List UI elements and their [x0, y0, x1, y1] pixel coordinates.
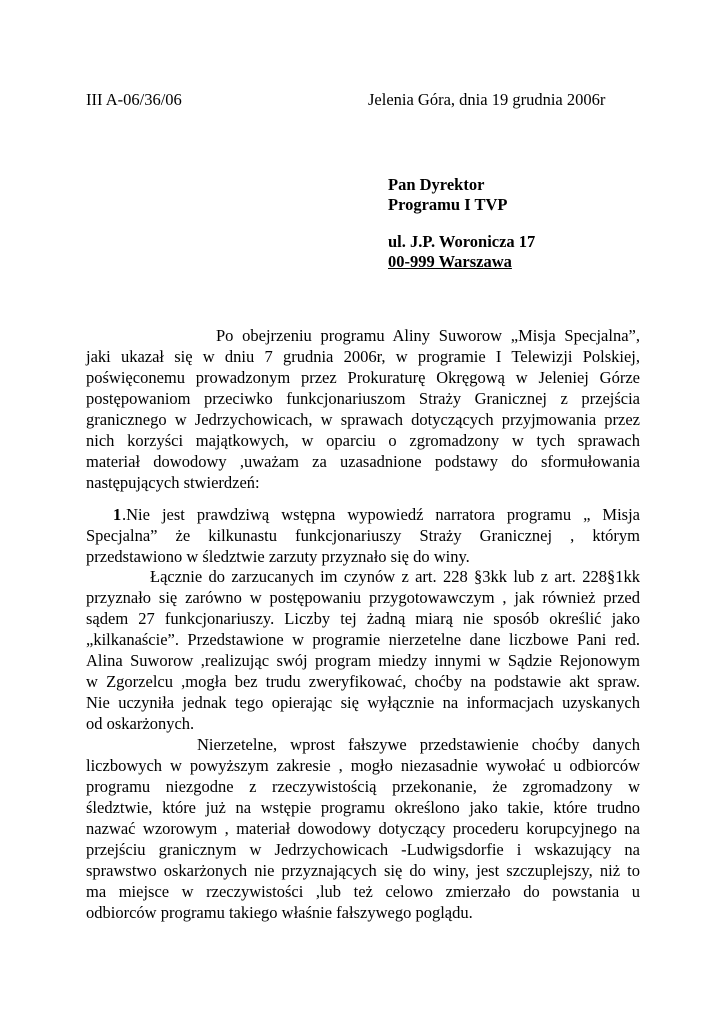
- text-line: przyznało się zarówno w postępowaniu przygotowawczym , jak również przed: [86, 588, 640, 607]
- reference-number: III A-06/36/06: [86, 90, 182, 109]
- text-line: postępowaniom przeciwko funkcjonariuszom Straży Granicznej z przejścia: [86, 389, 640, 408]
- text-line: Specjalna” że kilkunastu funkcjonariuszy Straży Granicznej , którym: [86, 526, 640, 545]
- text-line: materiał dowodowy ,uważam za uzasadnione podstawy do sformułowania: [86, 452, 640, 471]
- text-line: odbiorców programu takiego właśnie fałszywego poglądu.: [86, 903, 473, 922]
- text-line: nazwać wzorowym , materiał dowodowy dotyczący procederu korupcyjnego na: [86, 819, 640, 838]
- recipient-city: 00-999 Warszawa: [388, 252, 512, 271]
- text-line: jaki ukazał się w dniu 7 grudnia 2006r, w programie I Telewizji Polskiej,: [86, 347, 640, 366]
- text-line: nich korzyści majątkowych, w oparciu o zgromadzony w tych sprawach: [86, 431, 640, 450]
- place-and-date: Jelenia Góra, dnia 19 grudnia 2006r: [368, 90, 606, 109]
- text-line: od oskarżonych.: [86, 714, 195, 733]
- text-line: Nierzetelne, wprost fałszywe przedstawienie choćby danych: [197, 735, 640, 754]
- recipient-title: Pan Dyrektor: [388, 175, 485, 194]
- text-line: śledztwie, które już na wstępie programu określono jako takie, które trudno: [86, 798, 640, 817]
- text-line: sądem 27 funkcjonariuszy. Liczby tej żadną miarą nie sposób określić jako: [86, 609, 640, 628]
- text-line: programu niezgodne z rzeczywistością przekonanie, że zgromadzony w: [86, 777, 640, 796]
- text-line: Po obejrzeniu programu Aliny Suworow „Misja Specjalna”,: [216, 326, 640, 345]
- text-line: .Nie jest prawdziwą wstępna wypowiedź narratora programu „ Misja: [122, 505, 640, 524]
- text-line: poświęconemu prowadzonym przez Prokuraturę Okręgową w Jeleniej Górze: [86, 368, 640, 387]
- list-number: 1: [113, 505, 122, 524]
- text-line: w Zgorzelcu ,mogła bez trudu zweryfikować, choćby na podstawie akt spraw.: [86, 672, 640, 691]
- text-line: następujących stwierdzeń:: [86, 473, 260, 492]
- recipient-street: ul. J.P. Woronicza 17: [388, 232, 536, 251]
- text-line: sprawstwo oskarżonych nie przyznających się do winy, jest szczuplejszy, niż to: [86, 861, 640, 880]
- text-line: przedstawiono w śledztwie zarzuty przyznało się do winy.: [86, 547, 470, 566]
- text-line: Łącznie do zarzucanych im czynów z art. 228 §3kk lub z art. 228§1kk: [150, 567, 640, 586]
- text-line: liczbowych w powyższym zakresie , mogło niezasadnie wywołać u odbiorców: [86, 756, 640, 775]
- text-line: „kilkanaście”. Przedstawione w programie nierzetelne dane liczbowe Pani red.: [86, 630, 640, 649]
- text-line: Alina Suworow ,realizując swój program miedzy innymi w Sądzie Rejonowym: [86, 651, 640, 670]
- text-line: ma miejsce w rzeczywistości ,lub też celowo zmierzało do powstania u: [86, 882, 640, 901]
- text-line: Nie uczyniła jednak tego opierając się wyłącznie na informacjach uzyskanych: [86, 693, 640, 712]
- text-line: granicznego w Jedrzychowicach, w sprawach dotyczących przyjmowania przez: [86, 410, 640, 429]
- recipient-organization: Programu I TVP: [388, 195, 508, 214]
- text-line: przejściu granicznym w Jedrzychowicach -Ludwigsdorfie i wskazujący na: [86, 840, 640, 859]
